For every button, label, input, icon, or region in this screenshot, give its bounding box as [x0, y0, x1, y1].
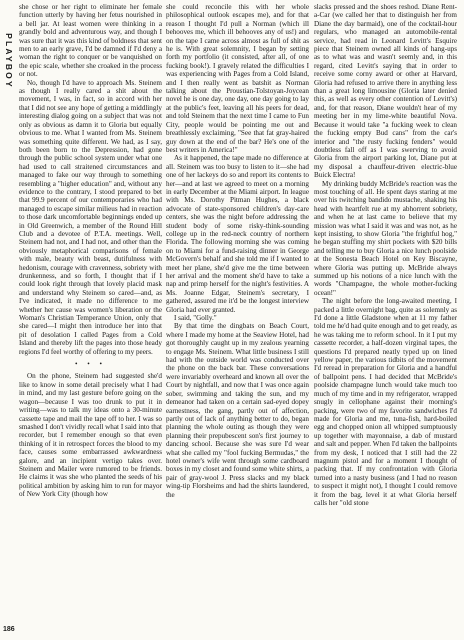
paragraph: By that time the dingbats on Beach Court, where I made my home at the Seaview Hotel, had got thoroughly caught up in my zealous yearning to engage Ms. Steinem. What little business I still had with the outside world was conducted over the phone on the back bar. These conversations were invariably overheard and known all over the Court by nightfall, and now that I was once again sober, swimming and taking the sun, and my demeanor had taken on a certain sad-eyed dopey earnestness, the gang, partly out of affection, partly out of lack of anything better to do, began planning the whole outing as though they were planning their prepubescent son's first journey to dancing school. Because she was sure I'd wear what she called my "fool fucking Bermudas," the hotel owner's wife went through some cardboard boxes in my closet and found some white shirts, a pair of gray-wool J. Press slacks and my black wing-tip Florsheims and had the shirts laundered, the [166, 322, 309, 499]
magazine-name: PLAYBOY [4, 33, 14, 89]
page-number: 186 [3, 626, 15, 633]
paragraph: slacks pressed and the shoes reshod. Diane Rent-a-Car (we called her that to distinguish her from Diane the day barmaid), one of the cocktail-hour regulars, who managed an automobile-rental service, had read in Leonard Levitt's Esquire piece that Steinem owned all kinds of hang-ups as to what was and wasn't seemly and, in this regard, cited Levitt's saying that in order to receive some corny award or other at Harvard, Gloria had refused to arrive there in anything less than a great long limousine (Gloria later denied this, as well as every other contention of Levitt's) and, for that reason, Diane wouldn't hear of my meeting her in my lime-white beautiful Nova. Because it would take "a fucking week to clean the fucking empty Bud cans" from the car's interior and "the rusty fucking fenders" would doubtless fall off as I was swerving to avoid Gloria from the airport parking lot, Diane put at my disposal a chauffeur-driven electric-blue Buick Electra! [314, 3, 457, 180]
section-divider: • • • [74, 360, 107, 369]
paragraph: she chose or her right to eliminate her female function utterly by having her fetus nourished in a bell jar. At least women were thinking in a grandly bold and adventurous way, and though I was sure that it was this kind of boldness that sent men to an early grave, I'd be damned if I'd deny a woman the right to conquer or be vanquished on the epic scale, whether she croaked in the process or not. [19, 3, 162, 79]
paragraph: The night before the long-awaited meeting, I packed a little overnight bag, quite as solemnly as I'd done a little Gladstone when at 11 my father told me he'd had quite enough and to get ready, as he was taking me to reform school. In it I put my cassette recorder, a half-dozen virginal tapes, the questions I'd prepared neatly typed up on lined yellow paper, the various tidbits of the movement I'd reread in preparation for Gloria and a handful of ballpoint pens. I had decided that McBride's poolside champagne lunch would take much too much of my time and in my refrigerator, wrapped snugly in cellophane against their morning's packing, were two of my favorite sandwiches I'd made for Gloria and me, tuna-fish, hard-boiled egg and chopped onion all whipped sumptuously up together with mayonnaise, a dab of mustard and salt and pepper. When I'd taken the ballpoints from my desk, I noticed that I still had the 22 magnum pistol and for a moment I thought of packing that. If my confrontation with Gloria turned into a nasty business (and I had no reason to suspect it might not), I thought I could remove it from the bag, level it at what Gloria herself calls her "old stone [314, 297, 457, 507]
paragraph: she could reconcile this with her whole philosophical outlook escapes me), and for that reason I thought I'd pull a Norman (which ill behooves me, which ill behooves any of us!) and on the tape I came across almost as full of shit as he is. With great solemnity, I began by setting forth my portfolio (it consisted, after all, of one fucking book!). I gravely related the difficulties I was experiencing with Pages from a Cold Island, and I then really went as batshit as Norman talking about the Proustian-Tolstoyan-Joycean novel he is one day, one day, one day going to lay at the public's feet, leaving all his peers for dead, and told Steinem that the next time I came to Fun City, people would be pointing me out and breathlessly exclaiming, "See that fat gray-haired guy down at the end of the bar? He's one of the best writers in America!" [166, 3, 309, 154]
column-3 [314, 3, 457, 637]
paragraph: As it happened, the tape made no difference at all. Steinem was too busy to listen to it—she had one of her lackeys do so and report its contents to her—and at last we agreed to meet on a morning in early December at the Miami airport. In league with Ms. Dorothy Pitman Hughes, a black advocate of state-sponsored children's day-care centers, she was the night before addressing the student body of some risky-think-sounding college up in the red-neck country of northern Florida. The following morning she was coming on to Miami for a fund-raising dinner in George McGovern's behalf and she told me if I wanted to meet her plane, she'd give me the time between her arrival and the moment she'd have to take a nap and primp herself for the night's festivities. A Ms. Joanne Edgar, Steinem's secretary, I gathered, assured me it'd be the longest interview Gloria had ever granted. [166, 154, 309, 314]
paragraph: No, though I'd have to approach Ms. Steinem as though I really cared a shit about the movement, I was, in fact, so in accord with her that I did not see any hope of getting a middlingly interesting dialog going on a subject that was not only as obvious as damn it to Gloria but equally obvious to me. What I wanted from Ms. Steinem was something quite different. We had, as I say, both been born to the Depression, had gone through the public school system under what one had used to call straitened circumstances and managed to fake our way through to something resembling a "higher education" and, without any evidence to the contrary, I stood prepared to bet that 99.9 percent of our contemporaries who had managed to escape similar milieus had in reaction to those dark uncomfortable beginnings ended up in Old Greenwich, a member of the Round Hill Club and a devotee of P.T.A. meetings. Well, Steinem had not, and I had not, and other than the obviously metaphorical comparisons of female with male, beauty with beast, dutifulness with hedonism, courage with cravenness, sobriety with drunkenness, and so forth, I thought that if I could look right through that lovely placid mask and understand why Steinem so cared—and, as I've indicated, it made no difference to me whether her cause was women's liberation or the Woman's Christian Temperance Union, only that she cared—I might then introduce her into that pit of desolation I called Pages from a Cold Island and thereby lift the pages into those heady regions I'd feel worthy of offering to my peers. [19, 78, 162, 356]
column-1 [19, 3, 162, 637]
column-2 [166, 3, 309, 637]
paragraph: I said, "Golly." [174, 314, 217, 323]
paragraph: My drinking buddy McBride's reaction was the most touching of all. He spent days staring at me over his twitching bandido mustache, shaking his head with heartfelt rue at my abhorrent sobriety, and when he at last came to believe that my mission was what I said it was and was not, as he kept insisting, to show Gloria "the frightful hog," he began stuffing my shirt pockets with $20 bills and telling me to buy Gloria a nice lunch poolside at the Sonesta Beach Hotel on Key Biscayne, where Gloria was putting up. McBride always summed up his notions of a nice lunch with the words "Champagne, the whole mother-fucking ocean!" [314, 179, 457, 297]
magazine-running-head [2, 6, 16, 116]
paragraph: On the phone, Steinem had suggested she'd like to know in some detail precisely what I had in mind, and my last gesture before going on the wagon—because I was too drunk to put it in writing—was to talk my ideas onto a 30-minute cassette tape and mail the tape off to her. I was so smashed I don't vividly recall what I said into that recorder, but I remember enough so that even thinking of it in retrospect forces the blood to my face, causes some embarrassed awkwardness galore, and an incipient vertigo takes over. Steinem and Mailer were rumored to be friends. He claims it was she who planted the seeds of his political ambition by asking him to run for mayor of New York City (though how [19, 372, 162, 499]
